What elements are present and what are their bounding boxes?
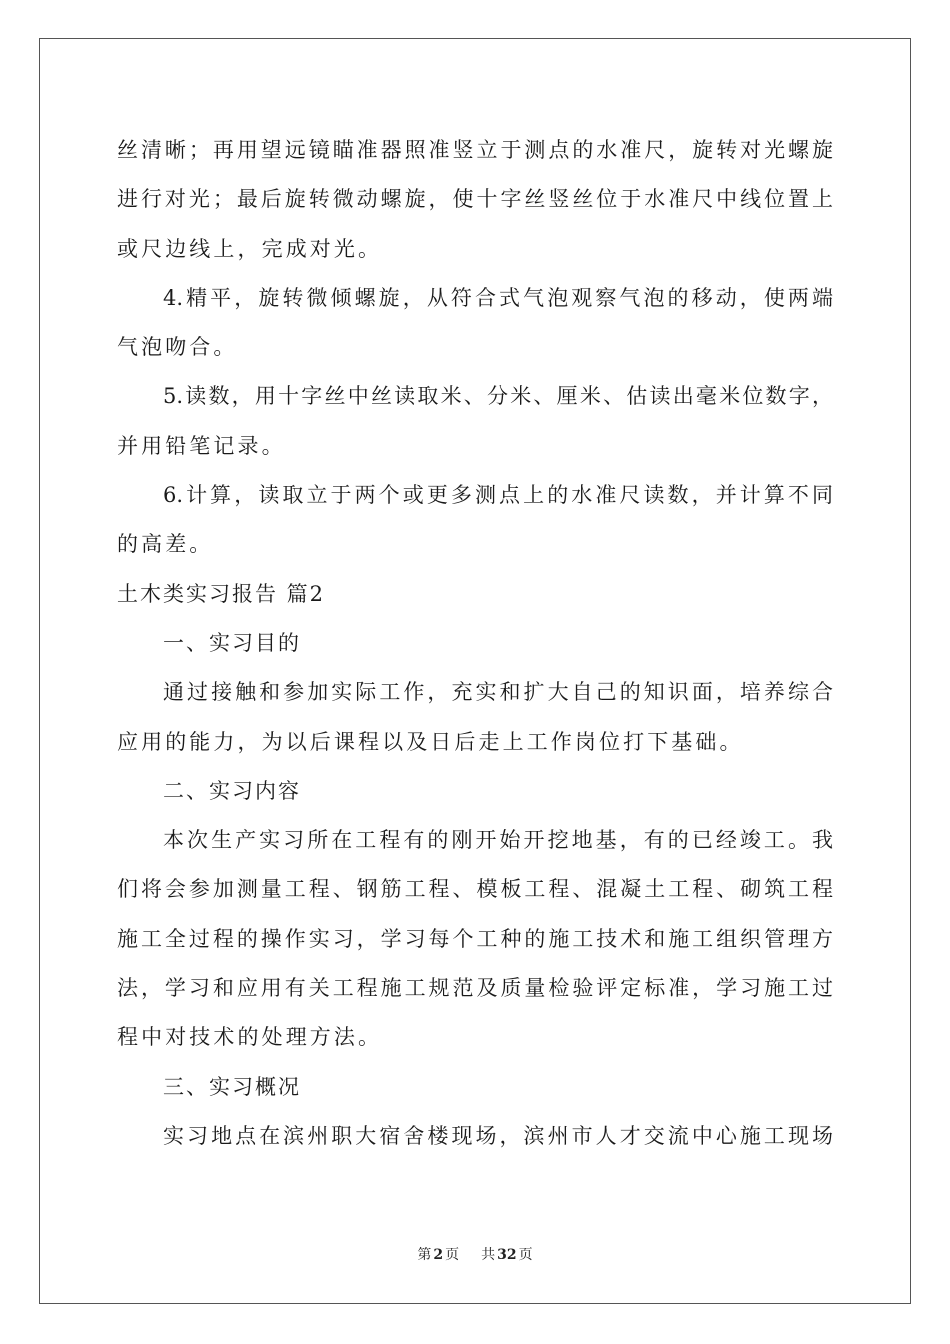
total-pages: 32 xyxy=(497,1247,517,1263)
text-line: 的高差。 xyxy=(117,532,214,557)
text-line: 并用铅笔记录。 xyxy=(117,433,286,458)
text-line: 4.精平，旋转微倾螺旋，从符合式气泡观察气泡的移动，使两端 xyxy=(163,285,833,310)
text-line: 6.计算，读取立于两个或更多测点上的水准尺读数，并计算不同 xyxy=(163,483,833,508)
section-heading: 三、实习概况 xyxy=(163,1074,301,1099)
section-heading: 二、实习内容 xyxy=(163,778,301,803)
section-heading: 一、实习目的 xyxy=(163,630,301,655)
text-line: 进行对光；最后旋转微动螺旋，使十字丝竖丝位于水准尺中线位置上 xyxy=(117,187,833,212)
text-line: 实习地点在滨州职大宿舍楼现场，滨州市人才交流中心施工现场 xyxy=(163,1123,833,1148)
total-unit: 页 xyxy=(518,1247,533,1263)
text-line: 气泡吻合。 xyxy=(117,335,238,360)
text-line: 们将会参加测量工程、钢筋工程、模板工程、混凝土工程、砌筑工程 xyxy=(117,877,833,902)
text-line: 丝清晰；再用望远镜瞄准器照准竖立于测点的水准尺，旋转对光螺旋 xyxy=(117,138,833,162)
page-unit: 页 xyxy=(445,1247,460,1263)
text-line: 通过接触和参加实际工作，充实和扩大自己的知识面，培养综合 xyxy=(163,680,833,705)
section-title: 土木类实习报告 篇2 xyxy=(117,581,326,606)
text-line: 应用的能力，为以后课程以及日后走上工作岗位打下基础。 xyxy=(117,729,744,754)
text-line: 5.读数，用十字丝中丝读取米、分米、厘米、估读出毫米位数字， xyxy=(163,384,833,409)
text-line: 或尺边线上，完成对光。 xyxy=(117,236,383,261)
page-footer xyxy=(0,1244,950,1264)
page-number: 2 xyxy=(433,1247,444,1263)
text-line: 施工全过程的操作实习，学习每个工种的施工技术和施工组织管理方 xyxy=(117,926,833,951)
text-line: 程中对技术的处理方法。 xyxy=(117,1025,383,1050)
text-line: 本次生产实习所在工程有的刚开始开挖地基，有的已经竣工。我 xyxy=(163,828,833,853)
page-prefix: 第 xyxy=(417,1247,432,1263)
total-prefix: 共 xyxy=(481,1247,496,1263)
document-body xyxy=(117,126,833,1161)
text-line: 法，学习和应用有关工程施工规范及质量检验评定标准，学习施工过 xyxy=(117,976,833,1001)
